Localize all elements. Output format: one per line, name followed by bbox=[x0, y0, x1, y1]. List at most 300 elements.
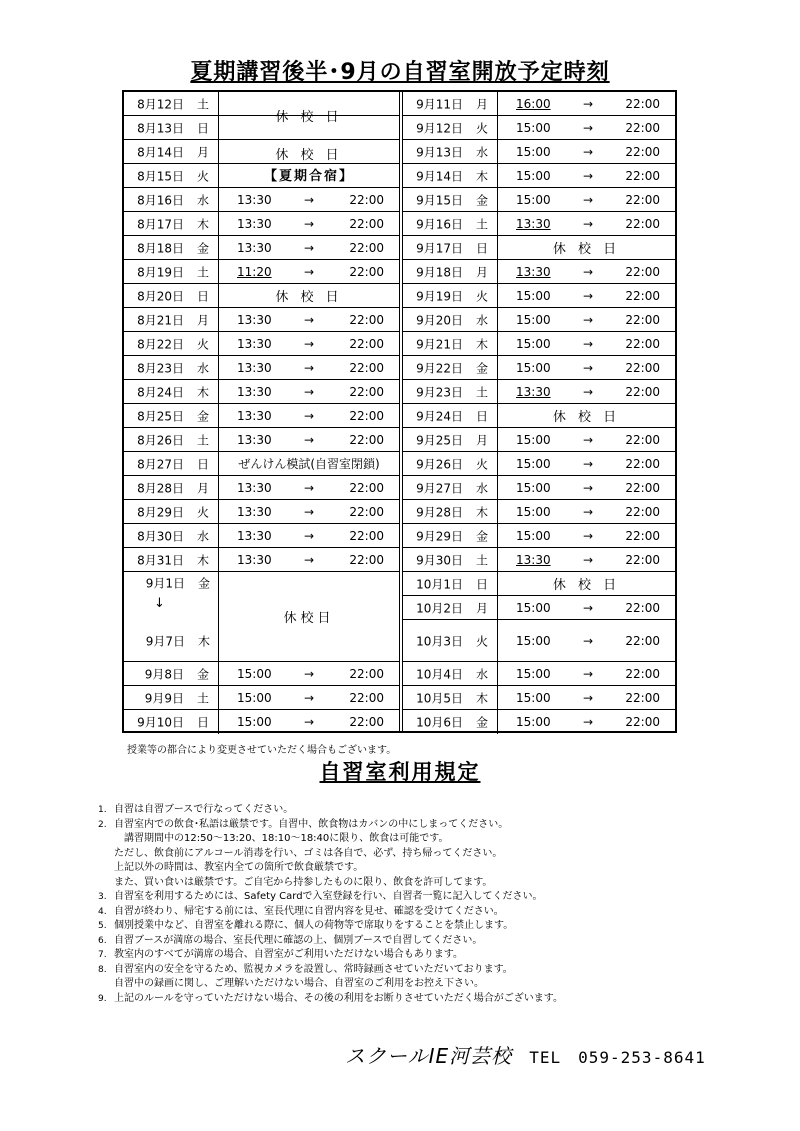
start-time: 15:00 bbox=[516, 600, 551, 615]
rule-item bbox=[100, 963, 700, 992]
date-cell bbox=[403, 572, 498, 595]
time-cell bbox=[219, 500, 399, 523]
time-cell bbox=[219, 404, 399, 427]
start-time: 13:30 bbox=[516, 552, 551, 567]
weekday-label: 水 bbox=[475, 667, 488, 681]
weekday-label: 水 bbox=[196, 193, 209, 207]
arrow: → bbox=[583, 690, 594, 705]
arrow: → bbox=[583, 288, 594, 303]
date-label: 8月28日 bbox=[137, 481, 184, 495]
arrow: → bbox=[583, 600, 594, 615]
rules-title: 自習室利用規定 bbox=[319, 760, 481, 784]
date-row bbox=[124, 548, 399, 572]
weekday-label: 月 bbox=[196, 313, 209, 327]
date-label: 8月31日 bbox=[137, 553, 184, 567]
start-time: 13:30 bbox=[516, 384, 551, 399]
end-time: 22:00 bbox=[625, 504, 660, 519]
date-label: 9月27日 bbox=[416, 481, 463, 495]
rule-line: 自習室を利用するためには、Safety Cardで入室登録を行い、自習者一覧に記入してください。 bbox=[114, 891, 543, 902]
arrow: → bbox=[304, 360, 315, 375]
start-time: 13:30 bbox=[237, 552, 272, 567]
weekday-label: 月 bbox=[475, 265, 488, 279]
arrow: → bbox=[583, 432, 594, 447]
date-label: 8月29日 bbox=[137, 505, 184, 519]
end-time: 22:00 bbox=[349, 504, 384, 519]
date-row bbox=[124, 188, 399, 212]
time-cell bbox=[498, 662, 675, 685]
time-cell bbox=[498, 710, 675, 734]
time-cell bbox=[219, 260, 399, 283]
date-cell bbox=[403, 356, 498, 379]
weekday-label: 水 bbox=[475, 481, 488, 495]
end-time: 22:00 bbox=[625, 480, 660, 495]
arrow: → bbox=[583, 264, 594, 279]
start-time: 15:00 bbox=[516, 633, 551, 648]
weekday-label: 日 bbox=[475, 241, 488, 255]
date-label: 9月23日 bbox=[416, 385, 463, 399]
rule-line: 自習室内の安全を守るため、監視カメラを設置し、常時録画させていただいております。 bbox=[114, 963, 513, 975]
date-row bbox=[124, 332, 399, 356]
start-time: 13:30 bbox=[237, 384, 272, 399]
arrow: → bbox=[583, 144, 594, 159]
arrow: → bbox=[583, 528, 594, 543]
arrow: → bbox=[583, 192, 594, 207]
end-time: 22:00 bbox=[625, 336, 660, 351]
rule-item bbox=[100, 905, 700, 920]
end-time: 22:00 bbox=[349, 552, 384, 567]
weekday-label: 木 bbox=[196, 553, 209, 567]
date-cell bbox=[124, 524, 219, 547]
end-time: 22:00 bbox=[625, 715, 660, 729]
arrow: → bbox=[304, 666, 315, 681]
date-label: 9月13日 bbox=[416, 145, 463, 159]
rule-line: 上記以外の時間は、教室内全ての箇所で飲食厳禁です。 bbox=[114, 862, 364, 873]
date-cell bbox=[124, 548, 219, 571]
date-cell bbox=[124, 380, 219, 403]
closed-label: 休 校 日 bbox=[552, 410, 621, 425]
start-time: 15:00 bbox=[516, 144, 551, 159]
end-time: 22:00 bbox=[349, 690, 384, 705]
time-cell bbox=[498, 596, 675, 619]
rule-number: 4. bbox=[98, 906, 107, 917]
start-time: 13:30 bbox=[237, 432, 272, 447]
date-label: 9月28日 bbox=[416, 505, 463, 519]
date-row bbox=[403, 116, 675, 140]
date-label: 8月30日 bbox=[137, 529, 184, 543]
date-cell bbox=[124, 476, 219, 499]
date-row bbox=[124, 476, 399, 500]
date-cell bbox=[403, 164, 498, 187]
phone-number: TEL 059-253-8641 bbox=[529, 1048, 706, 1067]
date-row bbox=[124, 212, 399, 236]
start-time: 13:30 bbox=[237, 192, 272, 207]
date-label: 9月8日 bbox=[144, 667, 184, 681]
date-label: 9月11日 bbox=[416, 97, 463, 111]
weekday-label: 金 bbox=[475, 715, 488, 730]
date-label: 9月30日 bbox=[416, 553, 463, 567]
time-cell bbox=[219, 686, 399, 709]
date-row bbox=[403, 710, 675, 734]
arrow: → bbox=[304, 432, 315, 447]
date-cell bbox=[124, 284, 219, 307]
rule-number: 9. bbox=[98, 993, 107, 1004]
date-cell bbox=[403, 212, 498, 235]
date-row bbox=[403, 686, 675, 710]
date-cell bbox=[403, 92, 498, 115]
date-cell bbox=[124, 308, 219, 331]
date-cell bbox=[403, 116, 498, 139]
arrow: → bbox=[304, 552, 315, 567]
start-time: 15:00 bbox=[237, 690, 272, 705]
weekday-label: 日 bbox=[196, 121, 209, 135]
time-cell bbox=[498, 380, 675, 403]
date-row bbox=[403, 620, 675, 662]
rule-number: 6. bbox=[98, 935, 107, 946]
weekday-label: 月 bbox=[196, 481, 209, 495]
arrow: → bbox=[304, 504, 315, 519]
arrow: → bbox=[583, 360, 594, 375]
arrow: → bbox=[583, 666, 594, 681]
arrow: → bbox=[583, 552, 594, 567]
date-cell bbox=[403, 332, 498, 355]
date-cell bbox=[403, 710, 498, 734]
arrow: → bbox=[304, 384, 315, 399]
date-label: 8月20日 bbox=[137, 289, 184, 303]
end-time: 22:00 bbox=[625, 432, 660, 447]
date-row bbox=[124, 452, 399, 476]
time-cell bbox=[498, 428, 675, 451]
start-time: 13:30 bbox=[237, 240, 272, 255]
weekday-label: 火 bbox=[196, 337, 209, 351]
arrow: → bbox=[583, 96, 594, 111]
rule-item bbox=[100, 992, 700, 1007]
end-time: 22:00 bbox=[625, 96, 660, 111]
end-time: 22:00 bbox=[625, 144, 660, 159]
start-time: 13:30 bbox=[237, 528, 272, 543]
start-time: 16:00 bbox=[516, 96, 551, 111]
end-time: 22:00 bbox=[625, 312, 660, 327]
weekday-label: 火 bbox=[196, 505, 209, 519]
closed-label: 【夏期合宿】 bbox=[263, 168, 354, 184]
start-time: 15:00 bbox=[516, 120, 551, 135]
date-cell bbox=[124, 116, 219, 139]
arrow: → bbox=[583, 480, 594, 495]
date-label: 10月4日 bbox=[416, 667, 463, 681]
date-row bbox=[403, 380, 675, 404]
start-time: 13:30 bbox=[237, 480, 272, 495]
date-cell bbox=[403, 380, 498, 403]
date-label: 10月3日 bbox=[416, 634, 463, 648]
end-time: 22:00 bbox=[349, 336, 384, 351]
end-time: 22:00 bbox=[349, 666, 384, 681]
time-cell bbox=[219, 308, 399, 331]
rule-line: また、買い食いは厳禁です。ご自宅から持参したものに限り、飲食を許可してます。 bbox=[114, 876, 493, 888]
date-cell bbox=[403, 524, 498, 547]
date-label: 8月13日 bbox=[137, 121, 184, 135]
date-row bbox=[403, 260, 675, 284]
weekday-label: 水 bbox=[475, 313, 488, 327]
date-row bbox=[403, 500, 675, 524]
end-time: 22:00 bbox=[625, 384, 660, 399]
start-time: 15:00 bbox=[516, 504, 551, 519]
time-cell bbox=[219, 212, 399, 235]
start-time: 13:30 bbox=[237, 336, 272, 351]
date-cell bbox=[403, 500, 498, 523]
arrow: → bbox=[304, 264, 315, 279]
end-time: 22:00 bbox=[625, 456, 660, 471]
time-cell bbox=[498, 686, 675, 709]
end-time: 22:00 bbox=[625, 600, 660, 615]
date-cell bbox=[403, 452, 498, 475]
rule-line: 自習室内での飲食･私語は厳禁です。自習中、飲食物はカバンの中にしまってください。 bbox=[114, 818, 509, 830]
time-cell bbox=[219, 236, 399, 259]
end-time: 22:00 bbox=[349, 480, 384, 495]
date-row bbox=[403, 524, 675, 548]
time-cell bbox=[498, 308, 675, 331]
weekday-label: 月 bbox=[475, 97, 488, 111]
start-time: 15:00 bbox=[516, 456, 551, 471]
arrow: → bbox=[304, 408, 315, 423]
weekday-label: 金 bbox=[196, 241, 209, 255]
arrow: → bbox=[583, 715, 594, 729]
end-time: 22:00 bbox=[349, 312, 384, 327]
date-row bbox=[403, 332, 675, 356]
closed-label: 休 校 日 bbox=[275, 290, 343, 305]
time-cell bbox=[498, 524, 675, 547]
date-label: 9月7日 bbox=[145, 634, 185, 649]
date-cell bbox=[124, 500, 219, 523]
rule-item bbox=[100, 948, 700, 963]
time-cell bbox=[498, 284, 675, 307]
arrow: → bbox=[583, 504, 594, 519]
weekday-label: 土 bbox=[196, 691, 209, 705]
rule-number: 5. bbox=[98, 921, 107, 931]
date-label: 10月6日 bbox=[416, 715, 463, 730]
date-label: 9月15日 bbox=[416, 193, 463, 207]
start-time: 15:00 bbox=[516, 480, 551, 495]
weekday-label: 火 bbox=[475, 457, 488, 471]
down-arrow: ↓ bbox=[154, 596, 165, 611]
date-row bbox=[403, 596, 675, 620]
mock-exam-label: ぜんけん模試(自習室閉鎖) bbox=[238, 457, 380, 471]
date-cell bbox=[403, 620, 498, 661]
date-row bbox=[403, 140, 675, 164]
end-time: 22:00 bbox=[349, 528, 384, 543]
rule-line: 上記のルールを守っていただけない場合、その後の利用をお断りさせていただく場合がございます。 bbox=[114, 992, 563, 1004]
time-cell bbox=[498, 476, 675, 499]
date-cell bbox=[403, 596, 498, 619]
weekday-label: 火 bbox=[475, 289, 488, 303]
date-label: 8月19日 bbox=[137, 265, 184, 279]
weekday-label: 月 bbox=[475, 601, 488, 615]
closed-label: 休 校 日 bbox=[275, 110, 343, 125]
date-label: 8月12日 bbox=[137, 97, 184, 111]
weekday-label: 日 bbox=[196, 715, 209, 730]
end-time: 22:00 bbox=[349, 715, 384, 729]
rule-line: 自習中の録画に関し、ご理解いただけない場合、自習室のご利用をお控え下さい。 bbox=[114, 978, 484, 989]
time-cell bbox=[498, 452, 675, 475]
date-cell bbox=[124, 356, 219, 379]
date-cell bbox=[403, 236, 498, 259]
date-label: 10月2日 bbox=[416, 601, 463, 615]
date-cell bbox=[124, 428, 219, 451]
date-cell bbox=[124, 92, 219, 115]
date-label: 8月27日 bbox=[137, 457, 184, 471]
weekday-label: 水 bbox=[475, 145, 488, 159]
end-time: 22:00 bbox=[349, 408, 384, 423]
time-cell bbox=[498, 356, 675, 379]
arrow: → bbox=[583, 216, 594, 231]
start-time: 15:00 bbox=[516, 168, 551, 183]
start-time: 13:30 bbox=[237, 216, 272, 231]
start-time: 13:30 bbox=[237, 360, 272, 375]
time-cell bbox=[498, 620, 675, 661]
time-cell bbox=[498, 140, 675, 163]
rule-number: 7. bbox=[98, 950, 107, 960]
date-cell bbox=[124, 662, 219, 685]
date-label: 9月14日 bbox=[416, 169, 463, 183]
start-time: 15:00 bbox=[516, 666, 551, 681]
start-time: 15:00 bbox=[516, 336, 551, 351]
arrow: → bbox=[583, 456, 594, 471]
time-cell bbox=[219, 662, 399, 685]
date-label: 9月1日 bbox=[145, 576, 185, 591]
arrow: → bbox=[304, 336, 315, 351]
date-label: 9月25日 bbox=[416, 433, 463, 447]
end-time: 22:00 bbox=[625, 633, 660, 648]
weekday-label: 木 bbox=[196, 217, 209, 231]
closed-label: 休 校 日 bbox=[552, 578, 621, 593]
date-cell bbox=[124, 140, 219, 163]
weekday-label: 木 bbox=[475, 505, 488, 519]
time-cell bbox=[219, 332, 399, 355]
weekday-label: 木 bbox=[475, 691, 488, 705]
weekday-label: 土 bbox=[196, 265, 209, 279]
time-cell bbox=[219, 356, 399, 379]
time-cell bbox=[219, 710, 399, 734]
date-label: 9月9日 bbox=[144, 691, 184, 705]
rule-line: 自習ブースが満席の場合、室長代理に確認の上、個別ブースで自習してください。 bbox=[114, 934, 483, 946]
date-range-cell bbox=[124, 572, 219, 662]
date-label: 8月17日 bbox=[137, 217, 184, 231]
start-time: 15:00 bbox=[516, 715, 551, 729]
date-cell bbox=[403, 140, 498, 163]
time-cell bbox=[498, 116, 675, 139]
weekday-label: 金 bbox=[197, 576, 210, 591]
weekday-label: 日 bbox=[196, 289, 209, 303]
end-time: 22:00 bbox=[625, 120, 660, 135]
time-cell bbox=[498, 260, 675, 283]
closed-cell bbox=[219, 140, 399, 188]
rule-item bbox=[100, 818, 700, 891]
time-cell bbox=[498, 500, 675, 523]
date-row bbox=[403, 662, 675, 686]
date-row bbox=[403, 308, 675, 332]
start-time: 13:30 bbox=[237, 408, 272, 423]
date-label: 8月24日 bbox=[137, 385, 184, 399]
rule-item bbox=[100, 890, 700, 905]
date-cell bbox=[403, 686, 498, 709]
end-time: 22:00 bbox=[625, 666, 660, 681]
weekday-label: 木 bbox=[196, 385, 209, 399]
start-time: 15:00 bbox=[516, 312, 551, 327]
weekday-label: 木 bbox=[197, 634, 210, 649]
time-cell bbox=[219, 188, 399, 211]
start-time: 15:00 bbox=[516, 192, 551, 207]
date-label: 9月24日 bbox=[416, 409, 463, 423]
weekday-label: 土 bbox=[196, 433, 209, 447]
time-cell bbox=[498, 332, 675, 355]
date-cell bbox=[403, 308, 498, 331]
date-label: 8月14日 bbox=[137, 145, 184, 159]
end-time: 22:00 bbox=[625, 264, 660, 279]
end-time: 22:00 bbox=[625, 288, 660, 303]
date-label: 8月25日 bbox=[137, 409, 184, 423]
weekday-label: 金 bbox=[196, 667, 209, 681]
arrow: → bbox=[304, 715, 315, 729]
date-row bbox=[124, 662, 399, 686]
date-label: 8月18日 bbox=[137, 241, 184, 255]
date-row bbox=[403, 188, 675, 212]
date-label: 9月29日 bbox=[416, 529, 463, 543]
date-label: 8月15日 bbox=[137, 169, 184, 183]
date-label: 8月23日 bbox=[137, 361, 184, 375]
date-row bbox=[403, 212, 675, 236]
date-label: 10月1日 bbox=[416, 577, 463, 591]
date-row bbox=[403, 476, 675, 500]
date-label: 9月22日 bbox=[416, 361, 463, 375]
date-cell bbox=[124, 332, 219, 355]
closed-cell bbox=[219, 572, 399, 662]
date-label: 8月21日 bbox=[137, 313, 184, 327]
start-time: 13:30 bbox=[516, 216, 551, 231]
date-label: 9月17日 bbox=[416, 241, 463, 255]
rule-item bbox=[100, 934, 700, 949]
time-cell bbox=[219, 380, 399, 403]
arrow: → bbox=[304, 312, 315, 327]
date-row bbox=[124, 380, 399, 404]
date-label: 9月12日 bbox=[416, 121, 463, 135]
date-cell bbox=[124, 260, 219, 283]
arrow: → bbox=[304, 528, 315, 543]
rule-number: 3. bbox=[98, 892, 107, 902]
footer bbox=[345, 1040, 706, 1069]
rule-line: 講習期間中の12:50～13:20、18:10～18:40に限り、飲食は可能です。 bbox=[124, 833, 449, 844]
end-time: 22:00 bbox=[625, 360, 660, 375]
weekday-label: 日 bbox=[196, 457, 209, 471]
schedule-table bbox=[122, 90, 677, 733]
date-cell bbox=[124, 404, 219, 427]
date-row bbox=[124, 710, 399, 734]
change-notice: 授業等の都合により変更させていただく場合もございます。 bbox=[127, 745, 397, 756]
arrow: → bbox=[304, 240, 315, 255]
date-cell bbox=[124, 164, 219, 187]
date-cell bbox=[403, 428, 498, 451]
rule-item bbox=[100, 919, 700, 934]
weekday-label: 土 bbox=[475, 385, 488, 399]
date-cell bbox=[403, 260, 498, 283]
date-cell bbox=[124, 236, 219, 259]
end-time: 22:00 bbox=[349, 384, 384, 399]
date-row bbox=[124, 284, 399, 308]
rule-number: 2. bbox=[98, 819, 107, 830]
start-time: 15:00 bbox=[237, 666, 272, 681]
date-cell bbox=[403, 404, 498, 427]
rule-item bbox=[100, 803, 700, 818]
date-row bbox=[403, 92, 675, 116]
weekday-label: 金 bbox=[475, 193, 488, 207]
date-label: 8月26日 bbox=[137, 433, 184, 447]
